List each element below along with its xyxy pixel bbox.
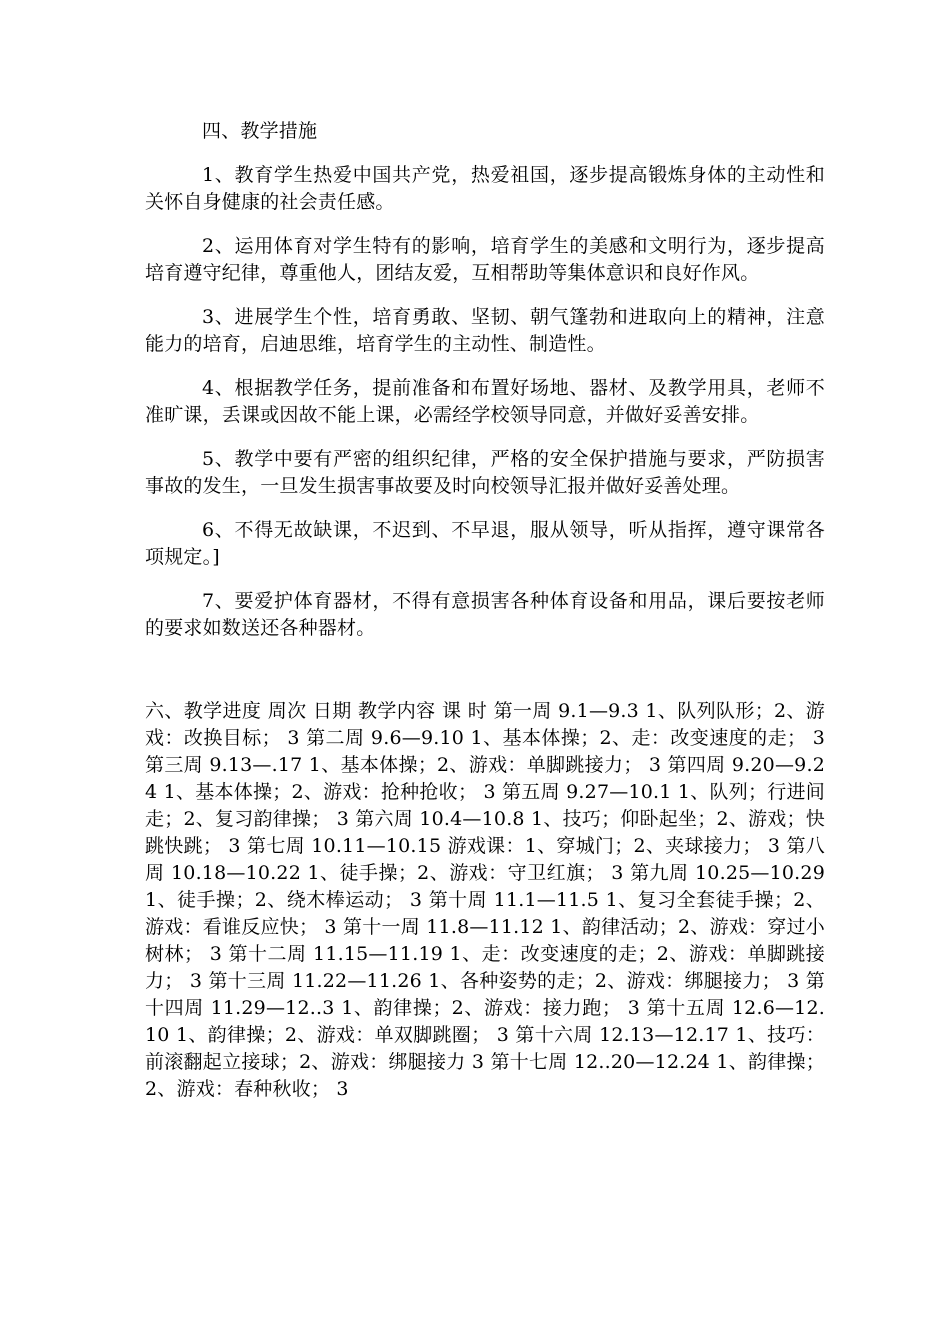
document-page [145,118,825,1103]
measure-paragraph-5: 5、教学中要有严密的组织纪律，严格的安全保护措施与要求，严防损害事故的发生，一旦发生损害事故要及时向校领导汇报并做好妥善处理。 [145,448,825,497]
measure-paragraph-2: 2、运用体育对学生特有的影响，培育学生的美感和文明行为，逐步提高培育遵守纪律，尊重他人，团结友爱，互相帮助等集体意识和良好作风。 [145,235,825,284]
section-heading: 四、教学措施 [202,120,318,142]
measure-paragraph-7: 7、要爱护体育器材，不得有意损害各种体育设备和用品，课后要按老师的要求如数送还各种器材。 [145,590,825,639]
measure-paragraph-3: 3、进展学生个性，培育勇敢、坚韧、朝气篷勃和进取向上的精神，注意能力的培育，启迪思维，培育学生的主动性、制造性。 [145,306,825,355]
teaching-progress-text: 六、教学进度 周次 日期 教学内容 课 时 第一周 9.1—9.3 1、队列队形；2、游戏：改换目标； 3 第二周 9.6—9.10 1、基本体操；2、走：改变速度的走； 3 第三周 9.13—.17 1、基本体操；2、游戏：单脚跳接力； 3 第四周 9.20—9.24 1、基本体操；2、游戏：抢种抢收； 3 第五周 9.27—10.1 1、队列；行进间走；2、复习韵律操； 3 第六周 10.4—10.8 1、技巧；仰卧起坐；2、游戏；快跳快跳； 3 第七周 10.11—10.15 游戏课：1、穿城门；2、夹球接力； 3 第八周 10.18—10.22 1、徒手操；2、游戏：守卫红旗； 3 第九周 10.25—10.29 1、徒手操；2、绕木棒运动； 3 第十周 11.1—11.5 1、复习全套徒手操；2、游戏：看谁反应快； 3 第十一周 11.8—11.12 1、韵律活动；2、游戏：穿过小树林； 3 第十二周 11.15—11.19 1、走：改变速度的走；2、游戏：单脚跳接力； 3 第十三周 11.22—11.26 1、各种姿势的走；2、游戏：绑腿接力； 3 第十四周 11.29—12..3 1、韵律操；2、游戏：接力跑； 3 第十五周 12.6—12.10 1、韵律操；2、游戏：单双脚跳圈； 3 第十六周 12.13—12.17 1、技巧：前滚翻起立接球；2、游戏：绑腿接力 3 第十七周 12..20—12.24 1、韵律操；2、游戏：春种秋收； 3 [145,700,825,1100]
measure-paragraph-6: 6、不得无故缺课，不迟到、不早退，服从领导，听从指挥，遵守课常各项规定。] [145,519,825,568]
measure-paragraph-4: 4、根据教学任务，提前准备和布置好场地、器材、及教学用具，老师不准旷课，丢课或因故不能上课，必需经学校领导同意，并做好妥善安排。 [145,377,825,426]
measure-paragraph-1: 1、教育学生热爱中国共产党，热爱祖国，逐步提高锻炼身体的主动性和关怀自身健康的社会责任感。 [145,164,825,213]
